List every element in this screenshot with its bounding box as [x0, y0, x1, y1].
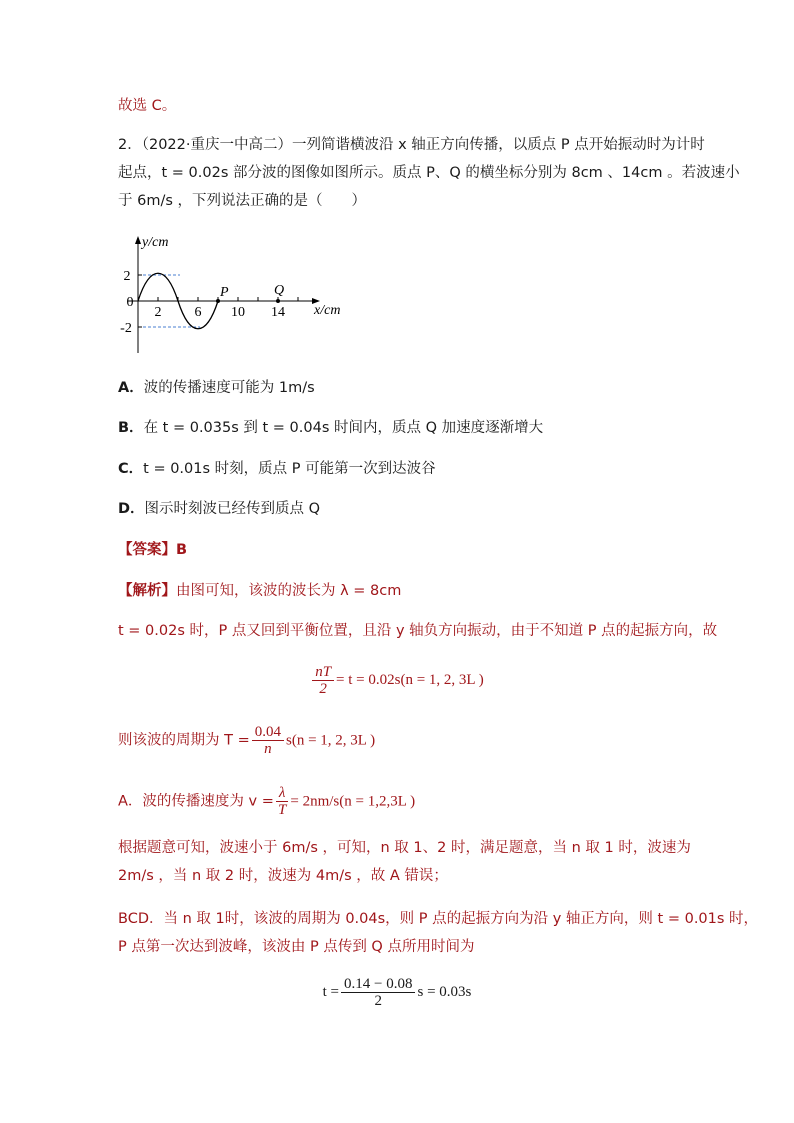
analysis-intro-text: 由图可知，该波的波长为 λ = 8cm	[176, 583, 402, 599]
wave-graph	[100, 228, 360, 360]
x-tick-2: 2	[154, 305, 162, 320]
period-prefix: 则该波的周期为 T =	[118, 732, 250, 749]
option-a	[118, 378, 315, 398]
eq2-rest: s = 0.03s	[417, 983, 472, 1000]
answer-tag: 【答案】	[118, 542, 176, 558]
eq1-numerator: nT	[312, 664, 334, 681]
question-line-2: 起点，t = 0.02s 部分波的图像如图所示。质点 P、Q 的横坐标分别为 8cm 、14cm 。若波速小	[118, 165, 740, 181]
intro-line: 故选 C。	[118, 98, 177, 114]
x-tick-6: 6	[194, 305, 202, 320]
analysis-intro	[118, 581, 401, 601]
x-tick-10: 10	[231, 305, 245, 320]
option-d-label: D．	[118, 501, 145, 517]
analysis-tag: 【解析】	[118, 583, 176, 599]
option-d	[118, 499, 320, 519]
y-tick-0: 0	[126, 295, 134, 310]
question-line-3: 于 6m/s ，下列说法正确的是（ ）	[118, 193, 367, 209]
option-c-text: t = 0.01s 时刻，质点 P 可能第一次到达波谷	[143, 461, 436, 477]
analysis-line-2: t = 0.02s 时，P 点又回到平衡位置，且沿 y 轴负方向振动，由于不知道 P 点的起振方向，故	[118, 623, 718, 639]
eq1-denominator: 2	[319, 681, 327, 697]
option-b-label: B．	[118, 420, 144, 436]
question-line-1: 2．（2022·重庆一中高二）一列简谐横波沿 x 轴正方向传播，以质点 P 点开始振动时为计时	[118, 137, 705, 153]
speed-rest: = 2nm/s(n = 1,2,3L )	[290, 793, 416, 810]
eq2-denominator: 2	[374, 993, 382, 1009]
equation-1	[0, 664, 794, 697]
speed-numerator: λ	[276, 785, 289, 802]
analysis-line-d2: P 点第一次达到波峰，该波由 P 点传到 Q 点所用时间为	[118, 939, 475, 955]
point-p-label: P	[220, 285, 229, 300]
option-b-text: 在 t = 0.035s 到 t = 0.04s 时间内，质点 Q 加速度逐渐增大	[143, 420, 544, 436]
option-c	[118, 459, 436, 479]
y-tick-neg2: -2	[120, 321, 132, 336]
speed-line	[118, 785, 415, 818]
period-rest: s(n = 1, 2, 3L )	[285, 732, 376, 749]
y-tick-2: 2	[123, 269, 131, 284]
analysis-line-c2: 2m/s ，当 n 取 2 时，波速为 4m/s ，故 A 错误；	[118, 868, 448, 884]
period-numerator: 0.04	[252, 724, 284, 741]
eq1-rest: = t = 0.02s(n = 1, 2, 3L )	[336, 671, 484, 688]
answer-value: B	[176, 542, 188, 558]
analysis-line-d1: BCD．当 n 取 1时，该波的周期为 0.04s，则 P 点的起振方向为沿 y 轴正方向，则 t = 0.01s 时，	[118, 911, 759, 927]
equation-2	[0, 976, 794, 1009]
eq2-numerator: 0.14 − 0.08	[341, 976, 415, 993]
option-a-label: A．	[118, 380, 144, 396]
option-b	[118, 418, 543, 438]
option-d-text: 图示时刻波已经传到质点 Q	[144, 501, 321, 517]
speed-prefix: A．波的传播速度为 v =	[118, 793, 274, 810]
eq2-prefix: t =	[322, 983, 340, 1000]
period-denominator: n	[264, 741, 272, 757]
period-line	[118, 724, 375, 757]
option-a-text: 波的传播速度可能为 1m/s	[143, 380, 315, 396]
point-q-marker	[276, 299, 280, 303]
option-c-label: C．	[118, 461, 144, 477]
answer-line	[118, 540, 187, 560]
x-tick-14: 14	[271, 305, 285, 320]
y-axis-arrow	[135, 236, 141, 244]
point-q-label: Q	[274, 283, 285, 298]
x-axis-label: x/cm	[314, 303, 341, 318]
speed-denominator: T	[277, 802, 287, 818]
y-axis-label: y/cm	[142, 235, 169, 250]
analysis-line-c1: 根据题意可知，波速小于 6m/s ，可知，n 取 1、2 时，满足题意，当 n 取 1 时，波速为	[118, 840, 691, 856]
